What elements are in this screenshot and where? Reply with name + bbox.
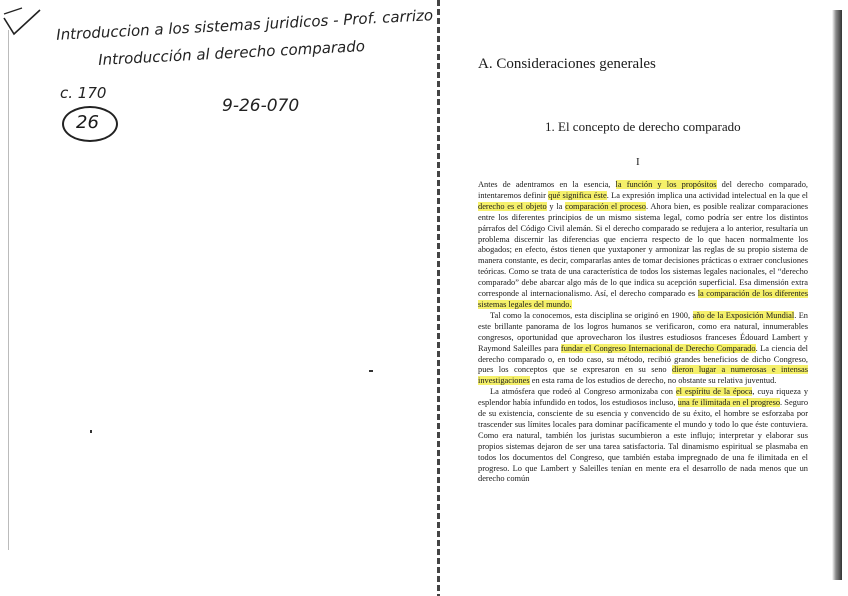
highlighted-text: la función y los propósitos — [615, 180, 717, 189]
text-run: en esta rama de los estudios de derecho, no obstante su relativa juventud. — [529, 376, 777, 386]
check-mark-scribble — [0, 4, 60, 44]
highlighted-text: dieron lugar a numerosas e intensas investigaciones — [478, 365, 809, 386]
highlighted-text: comparación el proceso — [565, 201, 646, 211]
handwritten-subject: Introducción al derecho comparado — [97, 37, 366, 69]
highlighted-text: una fe ilimitada en el progreso — [677, 398, 781, 408]
highlighted-text: derecho es el objeto — [478, 201, 547, 211]
subsection-title: 1. El concepto de derecho comparado — [545, 119, 741, 134]
highlighted-text: qué significa éste — [548, 190, 607, 200]
text-run: Antes de adentramos en la esencia, — [478, 180, 616, 189]
text-run: . Ahora bien, es posible realizar comparaciones entre los diferentes principios de un mismo sistema legal, como podría ser entre los distintos párrafos del Código Civil alemán. Si el derecho comparado se redujera a lo anterior, resultaría un problema discernir las diferencias que encierra respecto de lo que hacen normalmente los abogados; en efecto, éstos tienen que yuxtaponer y armonizar las reglas de su propio sistema de manera constante, es decir, compararlas antes de tomar decisiones prácticas o extraer conclusiones teóricas. Como se trata de una característica de todos los sistemas legales nacionales, el “derecho comparado” debe abarcar algo más de lo que indica su acepción superficial. Esa dimensión extra corresponde al internacionalismo. Así, el derecho comparado es — [478, 201, 808, 299]
text-run: y la — [546, 201, 566, 211]
circled-number — [62, 106, 118, 142]
highlighted-text: fundar el Congreso Internacional de Derecho Comparado — [560, 343, 756, 353]
left-margin-line — [8, 30, 9, 550]
text-run: . La ciencia del derecho comparado o, en todo caso, su método, recibió grandes beneficios de dicho Congreso, pues los conceptos que se expresaron en su seno — [478, 343, 808, 375]
text-run: Tal como la conocemos, esta disciplina se originó en 1900, — [490, 310, 693, 320]
circled-number-text: 26 — [76, 112, 99, 133]
roman-numeral: I — [636, 156, 640, 168]
handwritten-course-title: Introduccion a los sistemas juridicos - Prof. carrizo — [55, 6, 434, 44]
text-run: . La expresión implica una actividad intelectual en la que el — [606, 190, 808, 200]
paragraph — [478, 180, 808, 311]
text-run: del derecho comparado, intentaremos definir — [478, 180, 808, 200]
handwritten-code: c. 170 — [60, 84, 107, 102]
highlighted-text: la comparación de los diferentes sistemas legales del mundo. — [478, 289, 808, 309]
highlighted-text: año de la Exposición Mundial — [692, 310, 795, 320]
speck — [369, 370, 373, 372]
speck — [90, 430, 92, 433]
highlighted-text: el espíritu de la época — [675, 387, 753, 397]
text-run: . Seguro de su existencia, consciente de su esencia y convencido de su éxito, el hombre se esforzaba por trascender sus límites locales para dominar pacíficamente el mundo y todo lo que éste contuviera. Como era natural, también los juristas sucumbieron a este influjo; interpretar y elaborar sus propios sistemas dejaron de ser una tarea satisfactoria. Tal dinamismo espiritual se plasmaba en todos los documentos del Congreso, que también estaba impregnado de una fe ilimitada en el progreso. Lo que Lambert y Saleilles tenían en mente era el desarrollo de nada menos que un derecho común — [478, 398, 809, 484]
text-run: . En este brillante panorama de los logros humanos se verificaron, como era natural, innumerables congresos, oportunidad que aprovecharon los ilustres estudiosos franceses Édouard Lambert y Raymond Saleilles para — [478, 310, 808, 353]
section-title: A. Consideraciones generales — [478, 56, 656, 72]
paragraph — [478, 311, 808, 387]
paragraph — [478, 387, 808, 485]
handwritten-date: 9-26-070 — [222, 96, 300, 116]
text-run: , cuya riqueza y esplendor había infundido en todos, los estudiosos incluso, — [478, 387, 809, 408]
text-run: La atmósfera que rodeó al Congreso armonizaba con — [490, 387, 676, 397]
page-edge-shadow — [832, 10, 842, 580]
body-text — [478, 180, 808, 485]
